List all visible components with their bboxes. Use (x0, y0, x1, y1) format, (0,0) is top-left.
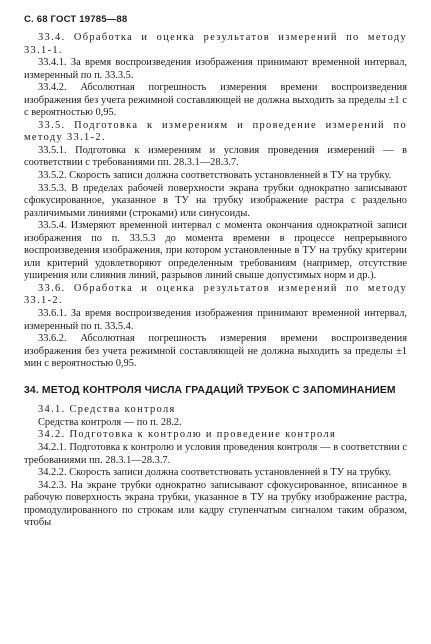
paragraph: 33.5.1. Подготовка к измерениям и условия проведения измерений — в соответствии с требованиями пп. 28.3.1—28.3.7. (24, 144, 407, 169)
paragraph: 33.4. Обработка и оценка результатов измерений по методу 33.1-1. (24, 32, 407, 56)
page-header: С. 68 ГОСТ 19785—88 (24, 14, 128, 25)
paragraph: 33.6.1. За время воспроизведения изображения принимают временной интервал, измеренный по п. 33.5.4. (24, 308, 407, 332)
paragraph: 33.5.3. В пределах рабочей поверхности экрана трубки однократно записывают сфокусированное, указанное в ТУ на трубку изображение растра с раздельно различимыми линиями (строками) или синусоиды. (24, 182, 407, 219)
paragraph: 34.2.3. На экране трубки однократно записывают сфокусированное, вписанное в рабочую поверхность экрана трубки, указанное в ТУ на трубку изображение растра, промодулированного по строкам или кадру ступенчатым сигналом таким образом, чтобы (24, 479, 407, 529)
document-body (24, 32, 407, 530)
paragraph: 34.2.1. Подготовка к контролю и условия проведения контроля — в соответствии с требованиями пп. 28.3.1—28.3.7. (24, 441, 407, 466)
paragraph: 33.5.2. Скорость записи должна соответствовать установленней в ТУ на трубку. (38, 170, 392, 182)
section-title: 34. МЕТОД КОНТРОЛЯ ЧИСЛА ГРАДАЦИЙ ТРУБОК С ЗАПОМИНАНИЕМ (24, 384, 396, 396)
paragraph: 33.5. Подготовка к измерениям и проведение измерений по методу 33.1-2. (24, 119, 407, 144)
paragraph: 33.6. Обработка и оценка результатов измерений по методу 33.1-2. (24, 282, 407, 307)
paragraph: 33.5.4. Измеряют временной интервал с момента окончания однократной записи изображения по п. 33.5.3 до момента времени в процессе непрерывного воспроизведения изображения, при котором установленные в ТУ на трубку критерии или критерий удовлетворяют определенным требованиям (например, отсутствие уширения или слияния линий, разрывов линий свыше допустимых норм и др.). (24, 220, 407, 282)
paragraph: 33.4.1. За время воспроизведения изображения принимают временной интервал, измеренный по п. 33.3.5. (24, 57, 407, 81)
paragraph: 33.6.2. Абсолютная погрешность измерения времени воспроизведения изображения без учета режимной составляющей не должна выходить за пределы ±1 мин с вероятностью 0,95. (24, 333, 407, 370)
paragraph: 34.2. Подготовка к контролю и проведение контроля (38, 429, 337, 441)
paragraph: Средства контроля — по п. 28.2. (38, 416, 182, 428)
paragraph: 33.4.2. Абсолютная погрешность измерения времени воспроизведения изображения без учета режимной составляющей не должна выходить за пределы ±1 с с вероятностью 0,95. (24, 82, 407, 119)
paragraph: 34.2.2. Скорость записи должна соответствовать установленней в ТУ на трубку. (38, 467, 392, 479)
paragraph: 34.1. Средства контроля (38, 404, 176, 416)
